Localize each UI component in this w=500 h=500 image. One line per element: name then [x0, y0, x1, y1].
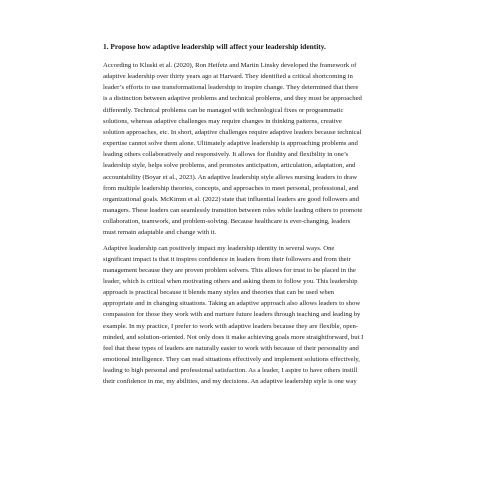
- paragraph-line: significant impact is that it inspires confidence in leaders from their followers and from their: [103, 255, 351, 263]
- paragraph-line: example. In my practice, I prefer to work with adaptive leaders because they are flexible, open-: [103, 322, 359, 330]
- paragraph-line: solution approaches, etc. In short, adaptive challenges require adaptive leaders because technical: [103, 128, 362, 136]
- paragraph-line: organizational goals. McKimm et al. (2022) state that influential leaders are good followers and: [103, 195, 359, 203]
- paragraph-line: their confidence in me, my abilities, and my decisions. An adaptive leadership style is one way: [103, 378, 357, 386]
- paragraph-line: managers. These leaders can seamlessly transition between roles while leading others to promote: [103, 207, 363, 215]
- paragraph-line: leading others collaboratively and responsively. It allows for fluidity and flexibility in one’s: [103, 151, 349, 159]
- paragraph-line: feel that these types of leaders are naturally easier to work with because of their personality and: [103, 344, 359, 352]
- paragraph-line: approach is practical because it blends many styles and theories that can be used when: [103, 289, 335, 297]
- paragraph-line: leader, which is critical when motivating others and asking them to follow you. This leadership: [103, 277, 358, 285]
- paragraph-line: leadership style, helps solve problems, and promotes anticipation, articulation, adaptation, and: [103, 162, 356, 170]
- paragraph-line: According to Kluski et al. (2020), Ron Heifetz and Martin Linsky developed the framework of: [103, 62, 357, 69]
- paragraph-line: collaboration, teamwork, and problem-solving. Because healthcare is ever-changing, leaders: [103, 218, 351, 226]
- paragraph-line: solutions, whereas adaptive challenges may require changes in thinking patterns, creative: [103, 117, 342, 125]
- paragraph-line: management because they are proven problem solvers. This allows for trust to be placed in the: [103, 266, 356, 274]
- paragraph-line: minded, and solution-oriented. Not only does it make achieving goals more straightforward, but I: [103, 333, 364, 341]
- paragraph-line: adaptive leadership over thirty years ago at Harvard. They identified a critical shortcoming in: [103, 73, 353, 81]
- paragraph-line: accountability (Boyar et al., 2023). An adaptive leadership style allows nursing leaders to draw: [103, 173, 358, 181]
- paragraph-line: leading to high personal and professional satisfaction. As a leader, I aspire to have others instill: [103, 367, 358, 375]
- paragraph-line: from multiple leadership theories, concepts, and approaches to meet personal, professional, and: [103, 184, 359, 192]
- document-body: [103, 42, 403, 388]
- paragraph-line: leader’s efforts to use transformational leadership to inspire change. They determined that there: [103, 84, 359, 92]
- paragraph-1: [103, 60, 403, 239]
- paragraph-line: Adaptive leadership can positively impact my leadership identity in several ways. One: [103, 244, 335, 252]
- paragraph-line: compassion for those they work with and nurture future leaders through teaching and leading by: [103, 311, 361, 319]
- paragraph-line: expertise cannot solve them alone. Ultimately adaptive leadership is approaching problems and: [103, 140, 358, 148]
- section-heading: 1. Propose how adaptive leadership will affect your leadership identity.: [103, 42, 326, 51]
- paragraph-line: is a distinction between adaptive problems and technical problems, and they must be approached: [103, 95, 362, 103]
- paragraph-line: differently. Technical problems can be managed with technological fixes or programmatic: [103, 106, 344, 114]
- paragraph-line: must remain adaptable and change with it.: [103, 229, 217, 237]
- paragraph-line: emotional intelligence. They can read situations effectively and implement solutions effectively,: [103, 356, 360, 364]
- paragraph-line: appropriate and in changing situations. Taking an adaptive approach also allows leaders to show: [103, 300, 361, 308]
- paragraph-2: [103, 243, 403, 388]
